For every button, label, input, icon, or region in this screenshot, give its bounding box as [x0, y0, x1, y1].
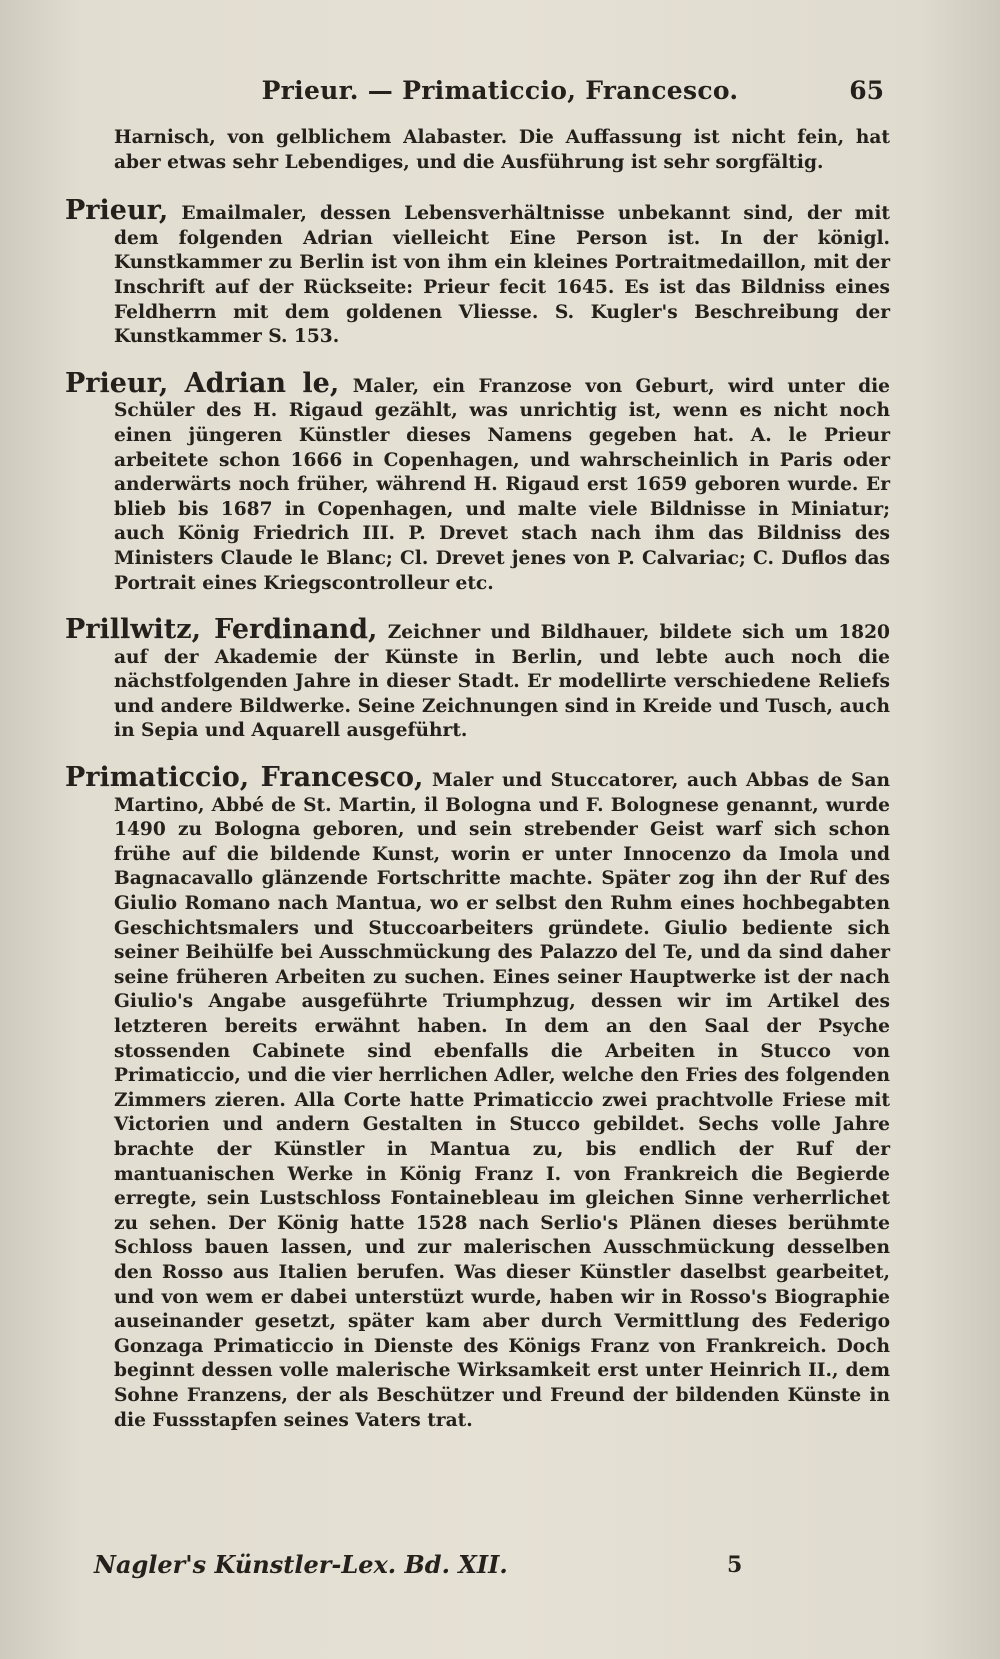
entry-prillwitz — [65, 614, 890, 744]
entry-headword: Prillwitz, Ferdinand, — [65, 614, 378, 646]
page-number: 65 — [849, 76, 884, 105]
page-footer — [0, 1550, 1000, 1590]
entry-primaticcio — [65, 762, 891, 1433]
signature-number: 5 — [727, 1552, 743, 1578]
entry-text: Maler, ein Franzose von Geburt, wird unter die Schüler des H. Rigaud gezählt, was unrichtig ist, wenn es nicht noch einen jüngeren Künstler dieses Namens gegeben hat. A. le Prieur arbeitete schon 1666 in Copenhagen, und wahrscheinlich in Paris oder anderwärts noch früher, während H. Rigaud erst 1659 geboren wurde. Er blieb bis 1687 in Copenhagen, und malte viele Bildnisse in Miniatur; auch König Friedrich III. P. Drevet stach nach ihm das Bildniss des Ministers Claude le Blanc; Cl. Drevet jenes von P. Calvariac; C. Duflos das Portrait eines Kriegscontrolleur etc. — [114, 375, 890, 594]
entry-prieur — [65, 195, 890, 350]
page-body — [65, 126, 891, 1455]
entry-text: Maler und Stuccatorer, auch Abbas de San Martino, Abbé de St. Martin, il Bologna und F. Bolognese genannt, wurde 1490 zu Bologna geboren, und sein strebender Geist warf sich schon frühe auf die bildende Kunst, worin er unter Innocenzo da Imola und Bagnacavallo glänzende Fortschritte machte. Später zog ihn der Ruf des Giulio Romano nach Mantua, wo er selbst den Ruhm eines hochbegabten Geschichtsmalers und Stuccoarbeiters gründete. Giulio bediente sich seiner Beihülfe bei Ausschmückung des Palazzo del Te, und da sind daher seine früheren Arbeiten zu suchen. Eines seiner Hauptwerke ist der nach Giulio's Angabe ausgeführte Triumphzug, dessen wir im Artikel des letzteren bereits erwähnt haben. In dem an den Saal der Psyche stossenden Cabinete sind ebenfalls die Arbeiten in Stucco von Primaticcio, und die vier herrlichen Adler, welche den Fries des folgenden Zimmers zieren. Alla Corte hatte Primaticcio zwei prachtvolle Friese mit Victorien und andern Gestalten in Stucco gebildet. Sechs volle Jahre brachte der Künstler in Mantua zu, bis endlich der Ruf der mantuanischen Werke in König Franz I. von Frankreich die Begierde erregte, sein Lustschloss Fontainebleau im gleichen Sinne verherrlichet zu sehen. Der König hatte 1528 nach Serlio's Plänen dieses berühmte Schloss bauen lassen, und zur malerischen Ausschmückung desselben den Rosso aus Italien berufen. Was dieser Künstler daselbst gearbeitet, und von wem er dabei unterstüzt wurde, haben wir in Rosso's Biographie auseinander gesetzt, später kam aber durch Vermittlung des Federigo Gonzaga Primaticcio in Dienste des Königs Franz von Frankreich. Doch beginnt dessen volle malerische Wirksamkeit erst unter Heinrich II., dem Sohne Franzens, der als Beschützer und Freund der bildenden Künste in die Fussstapfen seines Vaters trat. — [114, 770, 891, 1431]
entry-text: Emailmaler, dessen Lebensverhältnisse unbekannt sind, der mit dem folgenden Adrian vielleicht Eine Person ist. In der königl. Kunstkammer zu Berlin ist von ihm ein kleines Portraitmedaillon, mit der Inschrift auf der Rückseite: Prieur fecit 1645. Es ist das Bildniss eines Feldherrn mit dem goldenen Vliesse. S. Kugler's Beschreibung der Kunstkammer S. 153. — [114, 203, 890, 348]
printer-signature: Nagler's Künstler-Lex. Bd. XII. — [94, 1550, 508, 1579]
running-title: Prieur. — Primaticcio, Francesco. — [261, 76, 739, 105]
entry-text: Zeichner und Bildhauer, bildete sich um 1820 auf der Akademie der Künste in Berlin, und lebte auch noch die nächstfolgenden Jahre in dieser Stadt. Er modellirte verschiedene Reliefs und andere Bildwerke. Seine Zeichnungen sind in Kreide und Tusch, auch in Sepia und Aquarell ausgeführt. — [114, 622, 890, 742]
entry-headword: Primaticcio, Francesco, — [65, 762, 424, 794]
entry-prieur-adrian — [65, 367, 890, 596]
page-header — [0, 72, 1000, 112]
entry-headword: Prieur, Adrian le, — [65, 367, 340, 399]
entry-headword: Prieur, — [65, 195, 169, 227]
continuation-paragraph: Harnisch, von gelblichem Alabaster. Die Auffassung ist nicht fein, hat aber etwas sehr Lebendiges, und die Ausführung ist sehr sorgfältig. — [114, 127, 890, 173]
